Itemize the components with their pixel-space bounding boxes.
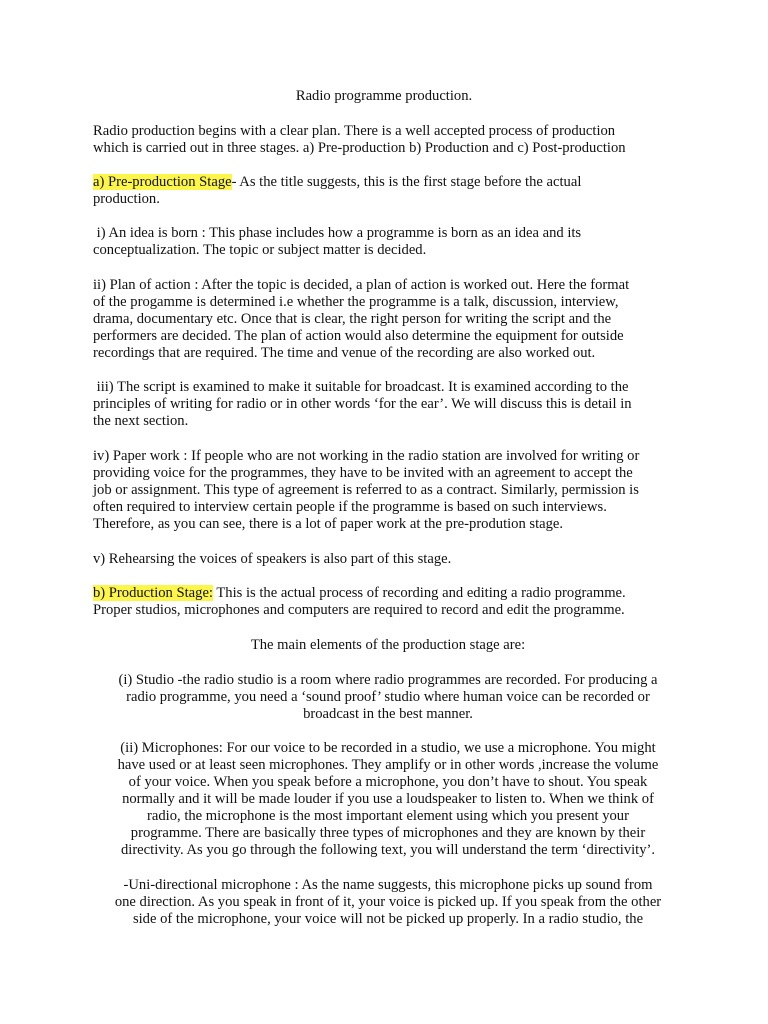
text-line: iii) The script is examined to make it suitable for broadcast. It is examined according to the: [93, 379, 629, 395]
microphones-paragraph: [93, 740, 683, 859]
step-v-paragraph: [93, 551, 683, 568]
text-line: ii) Plan of action : After the topic is decided, a plan of action is worked out. Here the format: [93, 277, 630, 293]
text-line: recordings that are required. The time and venue of the recording are also worked out.: [93, 345, 596, 361]
text-line: have used or at least seen microphones. They amplify or in other words ,increase the volume: [117, 757, 659, 773]
text-line: side of the microphone, your voice will not be picked up properly. In a radio studio, the: [132, 911, 644, 927]
text-line: directivity. As you go through the following text, you will understand the term ‘directivity’.: [120, 842, 656, 858]
text-line: drama, documentary etc. Once that is clear, the right person for writing the script and the: [93, 311, 612, 327]
text-line: often required to interview certain people if the programme is based on such interviews.: [93, 499, 607, 515]
text-line: radio, the microphone is the most important element using which you present your: [147, 808, 629, 824]
studio-paragraph: [93, 672, 683, 723]
text-line: broadcast in the best manner.: [303, 706, 473, 722]
text-line: The main elements of the production stage are:: [250, 637, 526, 653]
text-line: conceptualization. The topic or subject matter is decided.: [93, 242, 427, 258]
text-line: job or assignment. This type of agreement is referred to as a contract. Similarly, permission is: [93, 482, 639, 498]
main-elements-heading: [93, 637, 683, 654]
text-line: the next section.: [93, 413, 189, 429]
text-line: radio programme, you need a ‘sound proof’ studio where human voice can be recorded or: [126, 689, 650, 705]
text-line: iv) Paper work : If people who are not working in the radio station are involved for writing or: [93, 448, 640, 464]
text-line: (ii) Microphones: For our voice to be recorded in a studio, we use a microphone. You might: [120, 740, 656, 756]
text-line: Radio production begins with a clear plan. There is a well accepted process of production: [93, 123, 616, 139]
step-ii-paragraph: [93, 277, 683, 362]
text-line: -Uni-directional microphone : As the name suggests, this microphone picks up sound from: [123, 877, 653, 893]
text-line: programme. There are basically three types of microphones and they are known by their: [130, 825, 646, 841]
text-run: - As the title suggests, this is the first stage before the actual: [231, 174, 582, 190]
pre-production-heading: a) Pre-production Stage: [93, 174, 232, 190]
text-line: providing voice for the programmes, they have to be invited with an agreement to accept the: [93, 465, 633, 481]
text-line: of your voice. When you speak before a microphone, you don’t have to shout. You speak: [128, 774, 648, 790]
text-line: production.: [93, 191, 160, 207]
uni-directional-paragraph: [93, 877, 683, 928]
text-line: (i) Studio -the radio studio is a room where radio programmes are recorded. For producing a: [118, 672, 658, 688]
text-line: i) An idea is born : This phase includes how a programme is born as an idea and its: [93, 225, 582, 241]
production-heading: b) Production Stage:: [93, 585, 213, 601]
production-paragraph: [93, 585, 683, 619]
text-run: This is the actual process of recording and editing a radio programme.: [212, 585, 626, 601]
text-line: Proper studios, microphones and computers are required to record and edit the programme.: [93, 602, 625, 618]
text-line: of the progamme is determined i.e whether the programme is a talk, discussion, interview,: [93, 294, 619, 310]
text-line: principles of writing for radio or in other words ‘for the ear’. We will discuss this is detail in: [93, 396, 632, 412]
text-line: v) Rehearsing the voices of speakers is also part of this stage.: [93, 551, 452, 567]
step-iii-paragraph: [93, 379, 683, 430]
text-line: Therefore, as you can see, there is a lot of paper work at the pre-prodution stage.: [93, 516, 564, 532]
pre-production-paragraph: [93, 174, 683, 208]
text-line: normally and it will be made louder if you use a loudspeaker to listen to. When we think of: [122, 791, 654, 807]
document-title: Radio programme production.: [295, 88, 473, 104]
text-line: performers are decided. The plan of action would also determine the equipment for outside: [93, 328, 624, 344]
text-line: one direction. As you speak in front of it, your voice is picked up. If you speak from the other: [114, 894, 662, 910]
intro-paragraph: [93, 123, 683, 157]
step-i-paragraph: [93, 225, 683, 259]
step-iv-paragraph: [93, 448, 683, 533]
text-line: which is carried out in three stages. a) Pre-production b) Production and c) Post-production: [93, 140, 626, 156]
